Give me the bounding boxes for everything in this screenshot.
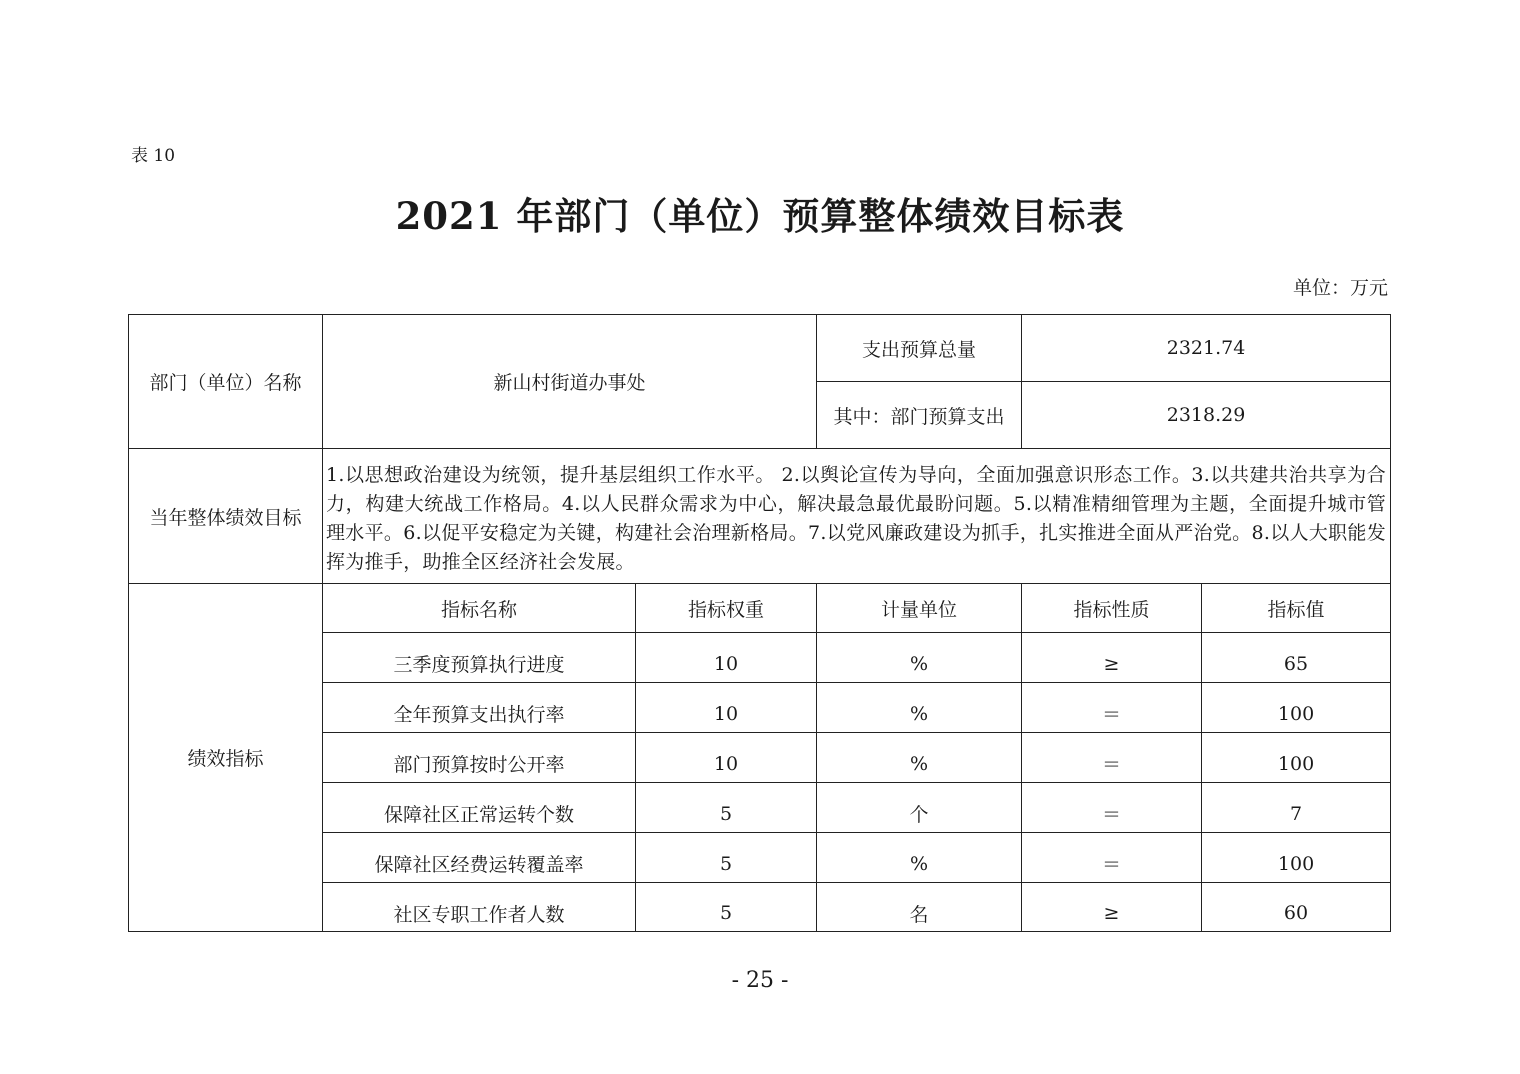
indicator-value: 60: [1202, 883, 1391, 932]
indicator-weight: 10: [636, 683, 817, 733]
indicator-weight: 10: [636, 733, 817, 783]
indicator-nature: ≥: [1022, 633, 1202, 683]
indicator-weight: 5: [636, 833, 817, 883]
col-header-value: 指标值: [1202, 584, 1391, 633]
col-header-unit: 计量单位: [817, 584, 1022, 633]
indicator-value: 7: [1202, 783, 1391, 833]
indicator-nature: ＝: [1022, 733, 1202, 783]
indicator-nature: ＝: [1022, 783, 1202, 833]
col-header-name: 指标名称: [323, 584, 636, 633]
indicator-nature: ≥: [1022, 883, 1202, 932]
indicator-name: 社区专职工作者人数: [323, 883, 636, 932]
indicator-unit: %: [817, 733, 1022, 783]
performance-target-table: [128, 314, 1391, 932]
indicator-name: 部门预算按时公开率: [323, 733, 636, 783]
goal-text: 1.以思想政治建设为统领，提升基层组织工作水平。 2.以舆论宣传为导向，全面加强意识形态工作。3.以共建共治共享为合力，构建大统战工作格局。4.以人民群众需求为中心，解决最急最优最盼问题。5.以精准精细管理为主题，全面提升城市管理水平。6.以促平安稳定为关键，构建社会治理新格局。7.以党风廉政建设为抓手，扎实推进全面从严治党。8.以人大职能发挥为推手，助推全区经济社会发展。: [323, 449, 1391, 584]
unit-label: 单位：万元: [1292, 277, 1388, 299]
indicator-value: 100: [1202, 833, 1391, 883]
total-budget-value: 2321.74: [1022, 315, 1391, 382]
indicator-name: 保障社区正常运转个数: [323, 783, 636, 833]
indicator-header-row: [129, 584, 1391, 633]
indicators-label: 绩效指标: [129, 584, 323, 932]
col-header-nature: 指标性质: [1022, 584, 1202, 633]
indicator-unit: 名: [817, 883, 1022, 932]
col-header-weight: 指标权重: [636, 584, 817, 633]
page-number: - 25 -: [731, 968, 789, 993]
indicator-value: 65: [1202, 633, 1391, 683]
indicator-nature: ＝: [1022, 683, 1202, 733]
indicator-nature: ＝: [1022, 833, 1202, 883]
table-number: 表 10: [131, 146, 176, 166]
indicator-value: 100: [1202, 683, 1391, 733]
total-budget-label: 支出预算总量: [817, 315, 1022, 382]
dept-name-value: 新山村街道办事处: [323, 315, 817, 449]
indicator-name: 三季度预算执行进度: [323, 633, 636, 683]
indicator-name: 全年预算支出执行率: [323, 683, 636, 733]
goal-label: 当年整体绩效目标: [129, 449, 323, 584]
document-title: 2021 年部门（单位）预算整体绩效目标表: [395, 194, 1125, 238]
goal-row: [129, 449, 1391, 584]
indicator-unit: %: [817, 633, 1022, 683]
indicator-unit: %: [817, 683, 1022, 733]
dept-budget-label: 其中：部门预算支出: [817, 382, 1022, 449]
dept-row: [129, 315, 1391, 382]
dept-budget-value: 2318.29: [1022, 382, 1391, 449]
indicator-weight: 5: [636, 883, 817, 932]
indicator-name: 保障社区经费运转覆盖率: [323, 833, 636, 883]
dept-name-label: 部门（单位）名称: [129, 315, 323, 449]
indicator-weight: 10: [636, 633, 817, 683]
indicator-weight: 5: [636, 783, 817, 833]
indicator-unit: 个: [817, 783, 1022, 833]
indicator-unit: %: [817, 833, 1022, 883]
indicator-value: 100: [1202, 733, 1391, 783]
